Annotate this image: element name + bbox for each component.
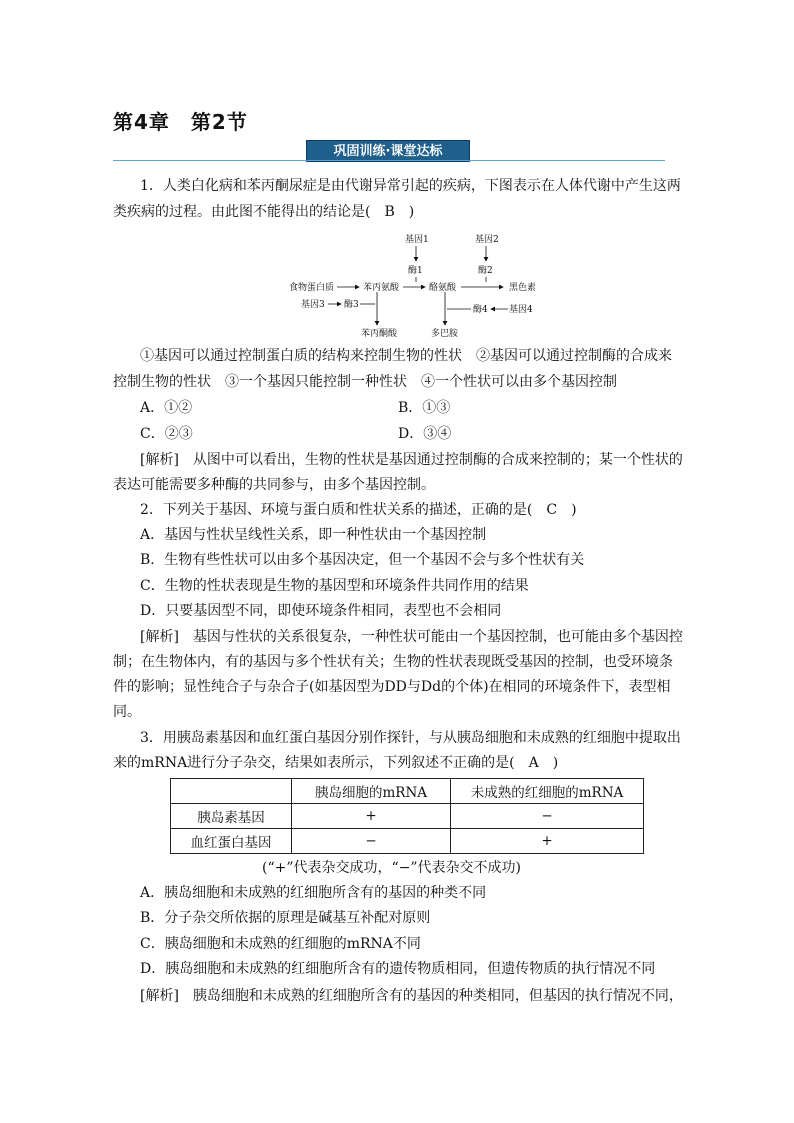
- q2-option-c: C．生物的性状表现是生物的基因型和环境条件共同作用的结果: [140, 578, 529, 594]
- table-cell: +: [451, 829, 644, 854]
- enzyme1-label: 酶1: [408, 266, 423, 276]
- q1-analysis-line1: [解析] 从图中可以看出，生物的性状是基因通过控制酶的合成来控制的；某一个性状的: [140, 452, 683, 468]
- q1-statements-line1: ①基因可以通过控制蛋白质的结构来控制生物的性状 ②基因可以通过控制酶的合成来: [140, 348, 672, 364]
- q2-stem: 2．下列关于基因、环境与蛋白质和性状关系的描述，正确的是( C ): [140, 502, 577, 518]
- phenylalanine-label: 苯丙氨酸: [363, 283, 400, 293]
- hybridization-table: [170, 778, 644, 854]
- q3-stem-line1: 3．用胰岛素基因和血红蛋白基因分别作探针，与从胰岛细胞和未成熟的红细胞中提取出: [140, 730, 681, 746]
- q1-stem-line1: 1．人类白化病和苯丙酮尿症是由代谢异常引起的疾病，下图表示在人体代谢中产生这两: [140, 178, 681, 194]
- q1-option-a: A．①②: [140, 400, 193, 416]
- q1-option-b: B．①③: [398, 400, 451, 416]
- table-header-row: [171, 779, 644, 804]
- table-cell: +: [292, 804, 451, 829]
- gene4-label: 基因4: [509, 305, 533, 315]
- q1-option-d: D．③④: [398, 426, 452, 442]
- q3-option-c: C．胰岛细胞和未成熟的红细胞的mRNA不同: [140, 936, 421, 952]
- q1-analysis-line2: 表达可能需要多种酶的共同参与，由多个基因控制。: [113, 477, 435, 493]
- header-divider: [113, 160, 665, 161]
- table-row: [171, 804, 644, 829]
- analysis-tag: [解析]: [140, 988, 179, 1004]
- table-header-cell: 胰岛细胞的mRNA: [292, 779, 451, 804]
- analysis-tag: [解析]: [140, 452, 179, 468]
- table-row: [171, 829, 644, 854]
- q1-stem-line2: 类疾病的过程。由此图不能得出的结论是( B ): [113, 204, 415, 220]
- q3-analysis-line1: [解析] 胰岛细胞和未成熟的红细胞所含有的基因的种类相同，但基因的执行情况不同，: [140, 988, 683, 1004]
- table-cell: −: [451, 804, 644, 829]
- table-header-cell: [171, 779, 292, 804]
- table-header-cell: 未成熟的红细胞的mRNA: [451, 779, 644, 804]
- q3-option-a: A．胰岛细胞和未成熟的红细胞所含有的基因的种类不同: [140, 885, 487, 901]
- gene2-label: 基因2: [475, 235, 499, 245]
- q3-option-b: B．分子杂交所依据的原理是碱基互补配对原则: [140, 910, 431, 926]
- q2-analysis-line2: 制；在生物体内，有的基因与多个性状有关；生物的性状表现既受基因的控制，也受环境条: [113, 654, 673, 670]
- q3-stem-line2: 来的mRNA进行分子杂交，结果如表所示，下列叙述不正确的是( A ): [113, 755, 559, 771]
- q2-option-d: D．只要基因型不同，即使环境条件相同，表型也不会相同: [140, 603, 502, 619]
- q2-analysis-line3: 件的影响；显性纯合子与杂合子(如基因型为DD与Dd的个体)在相同的环境条件下，表型相: [113, 679, 671, 695]
- gene1-label: 基因1: [405, 235, 429, 245]
- chapter-title: 第4章 第2节: [113, 110, 248, 134]
- table-cell: 胰岛素基因: [171, 804, 292, 829]
- q3-option-d: D．胰岛细胞和未成熟的红细胞所含有的遗传物质相同，但遗传物质的执行情况不同: [140, 961, 656, 977]
- enzyme4-label: 酶4: [473, 305, 488, 315]
- food-protein-label: 食物蛋白质: [289, 283, 335, 293]
- dopamine-label: 多巴胺: [431, 329, 459, 339]
- q1-statements-line2: 控制生物的性状 ③一个基因只能控制一种性状 ④一个性状可以由多个基因控制: [113, 374, 617, 390]
- tyrosine-label: 酪氨酸: [429, 283, 457, 293]
- melanin-label: 黑色素: [509, 283, 537, 293]
- enzyme2-label: 酶2: [478, 266, 493, 276]
- q2-option-a: A．基因与性状呈线性关系，即一种性状由一个基因控制: [140, 527, 487, 543]
- analysis-tag: [解析]: [140, 629, 179, 645]
- metabolism-diagram: [285, 228, 555, 340]
- gene3-label: 基因3: [301, 300, 325, 310]
- enzyme3-label: 酶3: [344, 300, 359, 310]
- q1-option-c: C．②③: [140, 426, 193, 442]
- section-banner: 巩固训练·课堂达标: [306, 140, 470, 162]
- q3-table-note: (“+”代表杂交成功，“−”代表杂交不成功): [262, 860, 522, 876]
- phenylpyruvate-label: 苯丙酮酸: [361, 329, 398, 339]
- q2-analysis-line4: 同。: [113, 704, 141, 720]
- q2-analysis-line1: [解析] 基因与性状的关系很复杂，一种性状可能由一个基因控制，也可能由多个基因控: [140, 629, 683, 645]
- table-cell: 血红蛋白基因: [171, 829, 292, 854]
- table-cell: −: [292, 829, 451, 854]
- q2-option-b: B．生物有些性状可以由多个基因决定，但一个基因不会与多个性状有关: [140, 552, 585, 568]
